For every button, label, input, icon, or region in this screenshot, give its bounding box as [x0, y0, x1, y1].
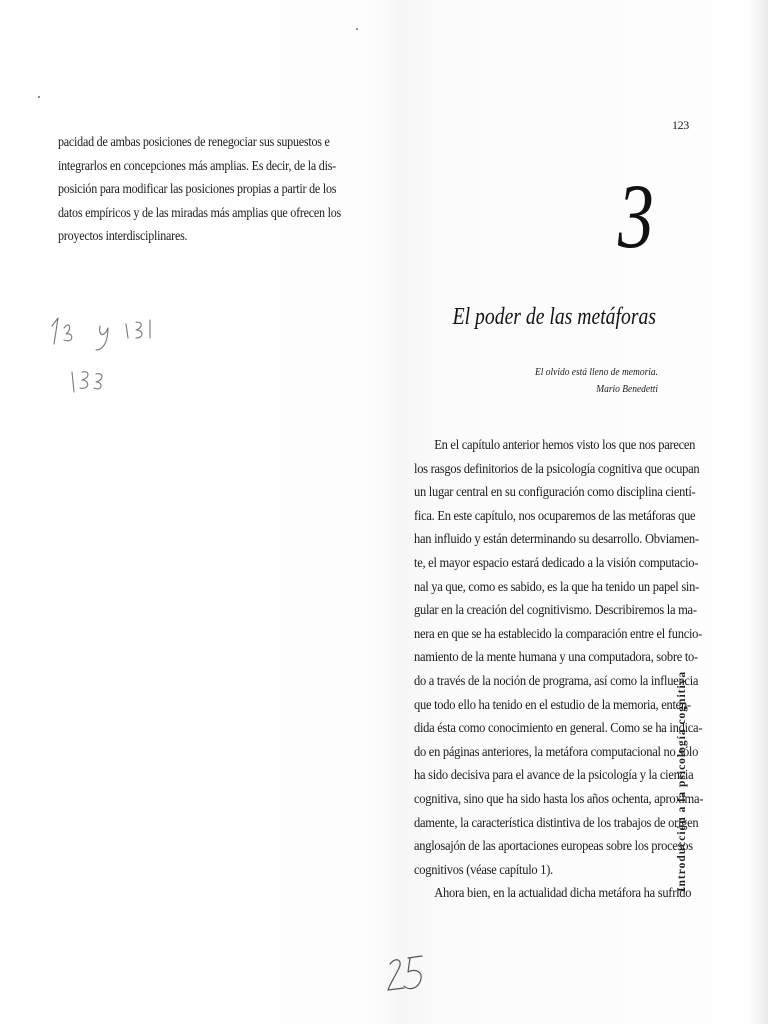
scan-speck	[356, 28, 358, 30]
text-line: te, el mayor espacio estará dedicado a la visión computacio-	[414, 554, 699, 570]
text-line: cognitiva, sino que ha sido hasta los años ochenta, aproxima-	[414, 790, 704, 806]
text-line: nera en que se ha establecido la comparación entre el funcio-	[414, 625, 703, 641]
page-edge-shadow	[748, 0, 768, 1024]
handwritten-folio-note	[382, 950, 432, 995]
page-number: 123	[672, 118, 689, 132]
text-line: namiento de la mente humana y una computadora, sobre to-	[414, 649, 698, 665]
text-line: damente, la característica distintiva de los trabajos de origen	[414, 814, 699, 830]
epigraph	[535, 364, 658, 398]
text-line: posición para modificar las posiciones propias a partir de los	[58, 181, 337, 197]
text-line: pacidad de ambas posiciones de renegociar sus supuestos e	[58, 134, 330, 149]
text-line: proyectos interdisciplinares.	[58, 228, 188, 244]
scan-speck	[38, 96, 40, 98]
epigraph-author: Mario Benedetti	[596, 383, 658, 395]
text-line: un lugar central en su configuración como disciplina cientí-	[414, 484, 696, 500]
text-line: Ahora bien, en la actualidad dicha metáfora ha sufrido	[434, 885, 692, 901]
text-line: fica. En este capítulo, nos ocuparemos de las metáforas que	[414, 507, 696, 523]
text-line: datos empíricos y de las miradas más amplias que ofrecen los	[58, 204, 342, 220]
epigraph-quote: El olvido está lleno de memoria.	[535, 366, 658, 378]
text-line: que todo ello ha tenido en el estudio de la memoria, enten-	[414, 696, 691, 712]
text-line: do a través de la noción de programa, así como la influencia	[414, 672, 699, 688]
running-head: Introducción a la psicología cognitiva	[676, 670, 688, 892]
text-line: do en páginas anteriores, la metáfora computacional no sólo	[414, 743, 699, 759]
text-line: gular en la creación del cognitivismo. Describiremos la ma-	[414, 602, 697, 618]
text-line: cognitivos (véase capítulo 1).	[414, 861, 553, 877]
handwritten-note-text: 13 y 131	[38, 306, 42, 307]
text-line: En el capítulo anterior hemos visto los que nos parecen	[434, 437, 696, 452]
chapter-title: El poder de las metáforas	[452, 304, 656, 330]
text-line: nal ya que, como es sabido, es la que ha tenido un papel sin-	[414, 578, 699, 594]
text-line: dida ésta como conocimiento en general. Como se ha indica-	[414, 720, 703, 736]
text-line: integrarlos en concepciones más amplias. Es decir, de la dis-	[58, 157, 336, 173]
text-line: ha sido decisiva para el avance de la psicología y la ciencia	[414, 767, 694, 783]
handwritten-page-notes	[38, 306, 158, 406]
text-line: han influido y están determinando su desarrollo. Obviamen-	[414, 531, 699, 547]
text-line: los rasgos definitorios de la psicología cognitiva que ocupan	[414, 460, 700, 476]
previous-chapter-ending	[58, 130, 342, 248]
chapter-number: 3	[618, 165, 654, 267]
text-line: anglosajón de las aportaciones europeas sobre los procesos	[414, 838, 693, 854]
